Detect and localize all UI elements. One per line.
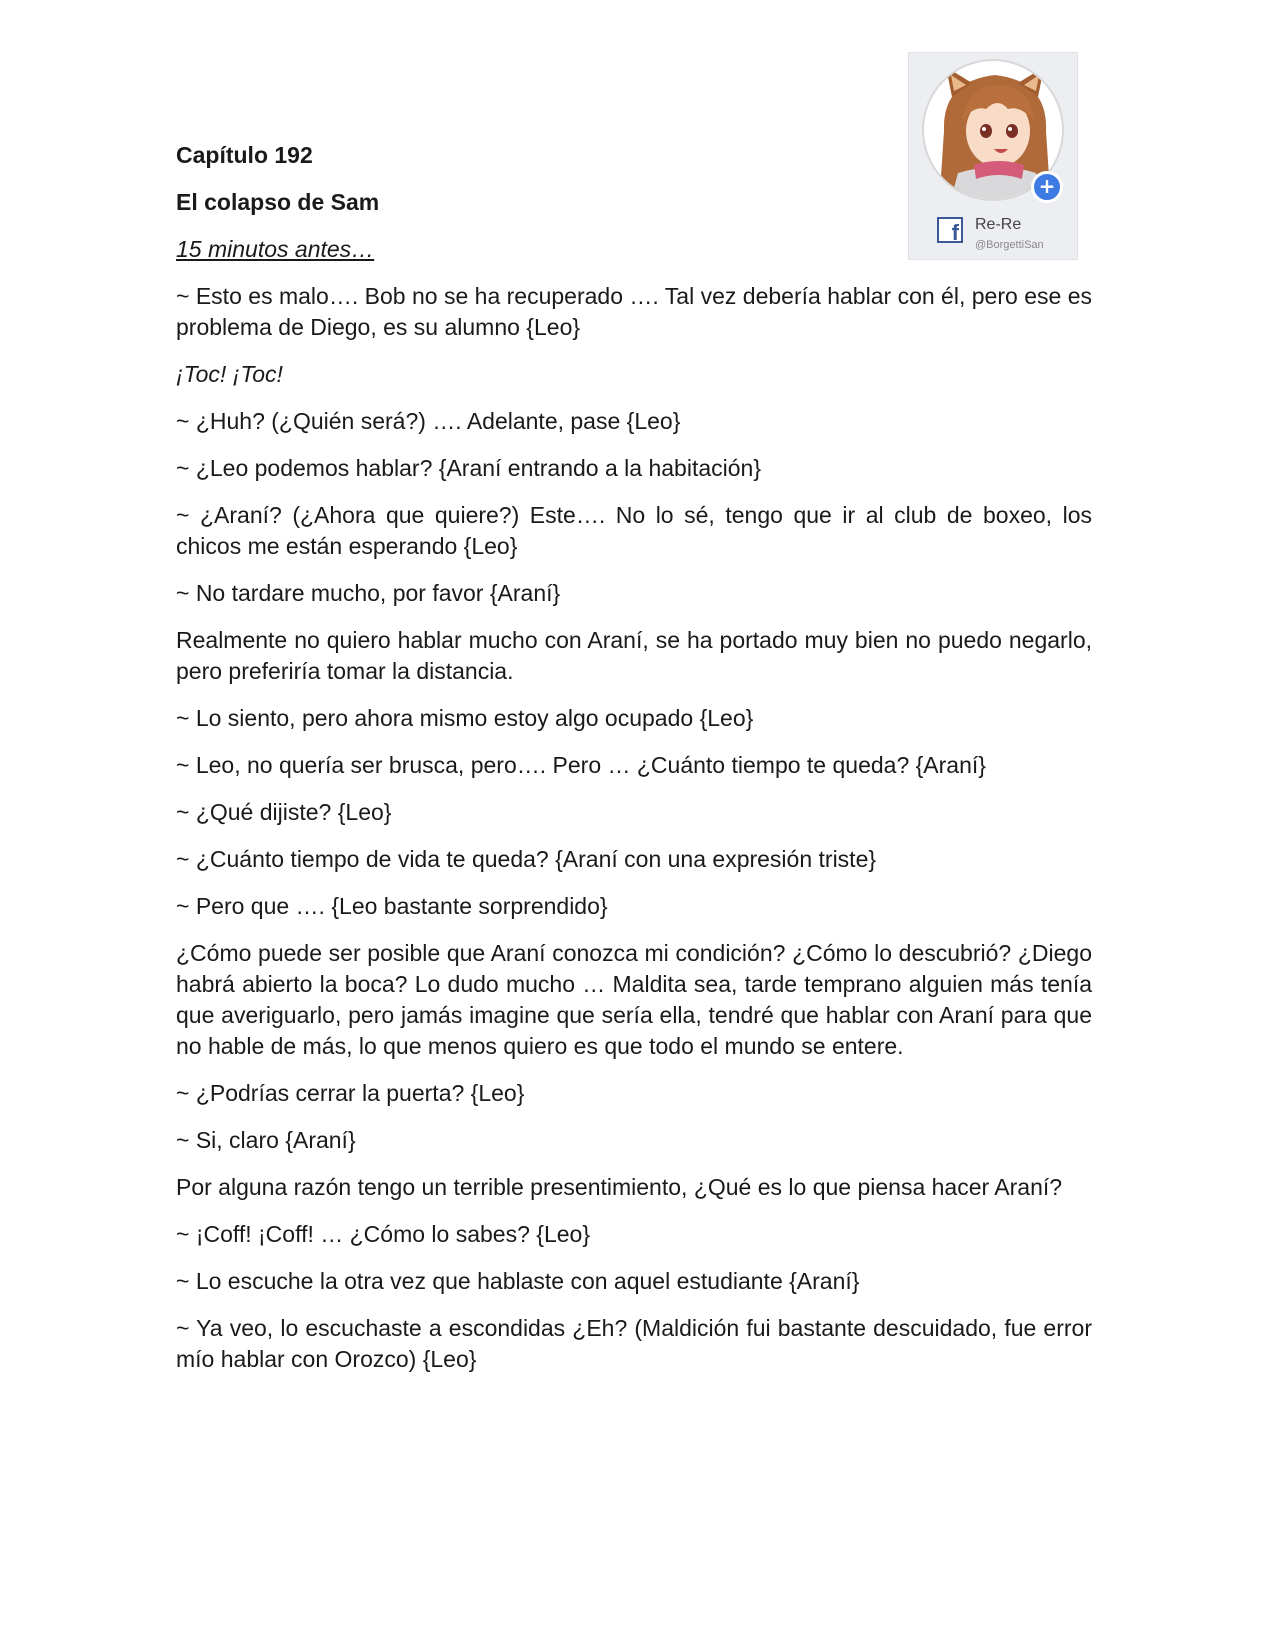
paragraph: ~ Lo siento, pero ahora mismo estoy algo ocupado {Leo} (176, 705, 754, 731)
paragraph: ¡Toc! ¡Toc! (176, 361, 283, 387)
chapter-number: Capítulo 192 (176, 142, 313, 168)
chapter-title: El colapso de Sam (176, 189, 380, 215)
paragraph: ~ Lo escuche la otra vez que hablaste con aquel estudiante {Araní} (176, 1268, 860, 1294)
paragraph: Por alguna razón tengo un terrible presentimiento, ¿Qué es lo que piensa hacer Araní? (176, 1174, 1063, 1200)
paragraph: ¿Cómo puede ser posible que Araní conozca mi condición? ¿Cómo lo descubrió? ¿Diego habrá abierto la boca? Lo dudo mucho … Maldita sea, tarde temprano alguien más tenía que averiguarlo, pero jamás imagine que sería ella, tendré que hablar con Araní para que no hable de más, lo que menos quiero es que todo el mundo se entere. (176, 940, 1092, 1059)
paragraph: ~ ¿Huh? (¿Quién será?) …. Adelante, pase {Leo} (176, 408, 681, 434)
paragraph: ~ Pero que …. {Leo bastante sorprendido} (176, 893, 608, 919)
add-icon[interactable]: + (1031, 171, 1063, 203)
author-handle: @BorgettiSan (975, 239, 1044, 251)
paragraph: ~ ¡Coff! ¡Coff! … ¿Cómo lo sabes? {Leo} (176, 1221, 590, 1247)
facebook-icon: f (937, 217, 963, 243)
paragraph: ~ ¿Podrías cerrar la puerta? {Leo} (176, 1080, 525, 1106)
paragraph: ~ ¿Leo podemos hablar? {Araní entrando a la habitación} (176, 455, 762, 481)
paragraph: ~ ¿Araní? (¿Ahora que quiere?) Este…. No lo sé, tengo que ir al club de boxeo, los chicos me están esperando {Leo} (176, 502, 1092, 559)
paragraph: ~ Leo, no quería ser brusca, pero…. Pero … ¿Cuánto tiempo te queda? {Araní} (176, 752, 986, 778)
paragraph: ~ Esto es malo…. Bob no se ha recuperado …. Tal vez debería hablar con él, pero ese es problema de Diego, es su alumno {Leo} (176, 283, 1092, 340)
paragraph: ~ ¿Qué dijiste? {Leo} (176, 799, 392, 825)
paragraph: ~ No tardare mucho, por favor {Araní} (176, 580, 561, 606)
paragraph: ~ ¿Cuánto tiempo de vida te queda? {Araní con una expresión triste} (176, 846, 877, 872)
author-name: Re-Re (975, 216, 1022, 233)
paragraph: Realmente no quiero hablar mucho con Araní, se ha portado muy bien no puedo negarlo, pero preferiría tomar la distancia. (176, 627, 1092, 684)
time-note: 15 minutos antes… (176, 236, 375, 262)
document-body (176, 140, 1092, 1391)
paragraph: ~ Ya veo, lo escuchaste a escondidas ¿Eh? (Maldición fui bastante descuidado, fue error mío hablar con Orozco) {Leo} (176, 1315, 1092, 1372)
paragraph: ~ Si, claro {Araní} (176, 1127, 356, 1153)
